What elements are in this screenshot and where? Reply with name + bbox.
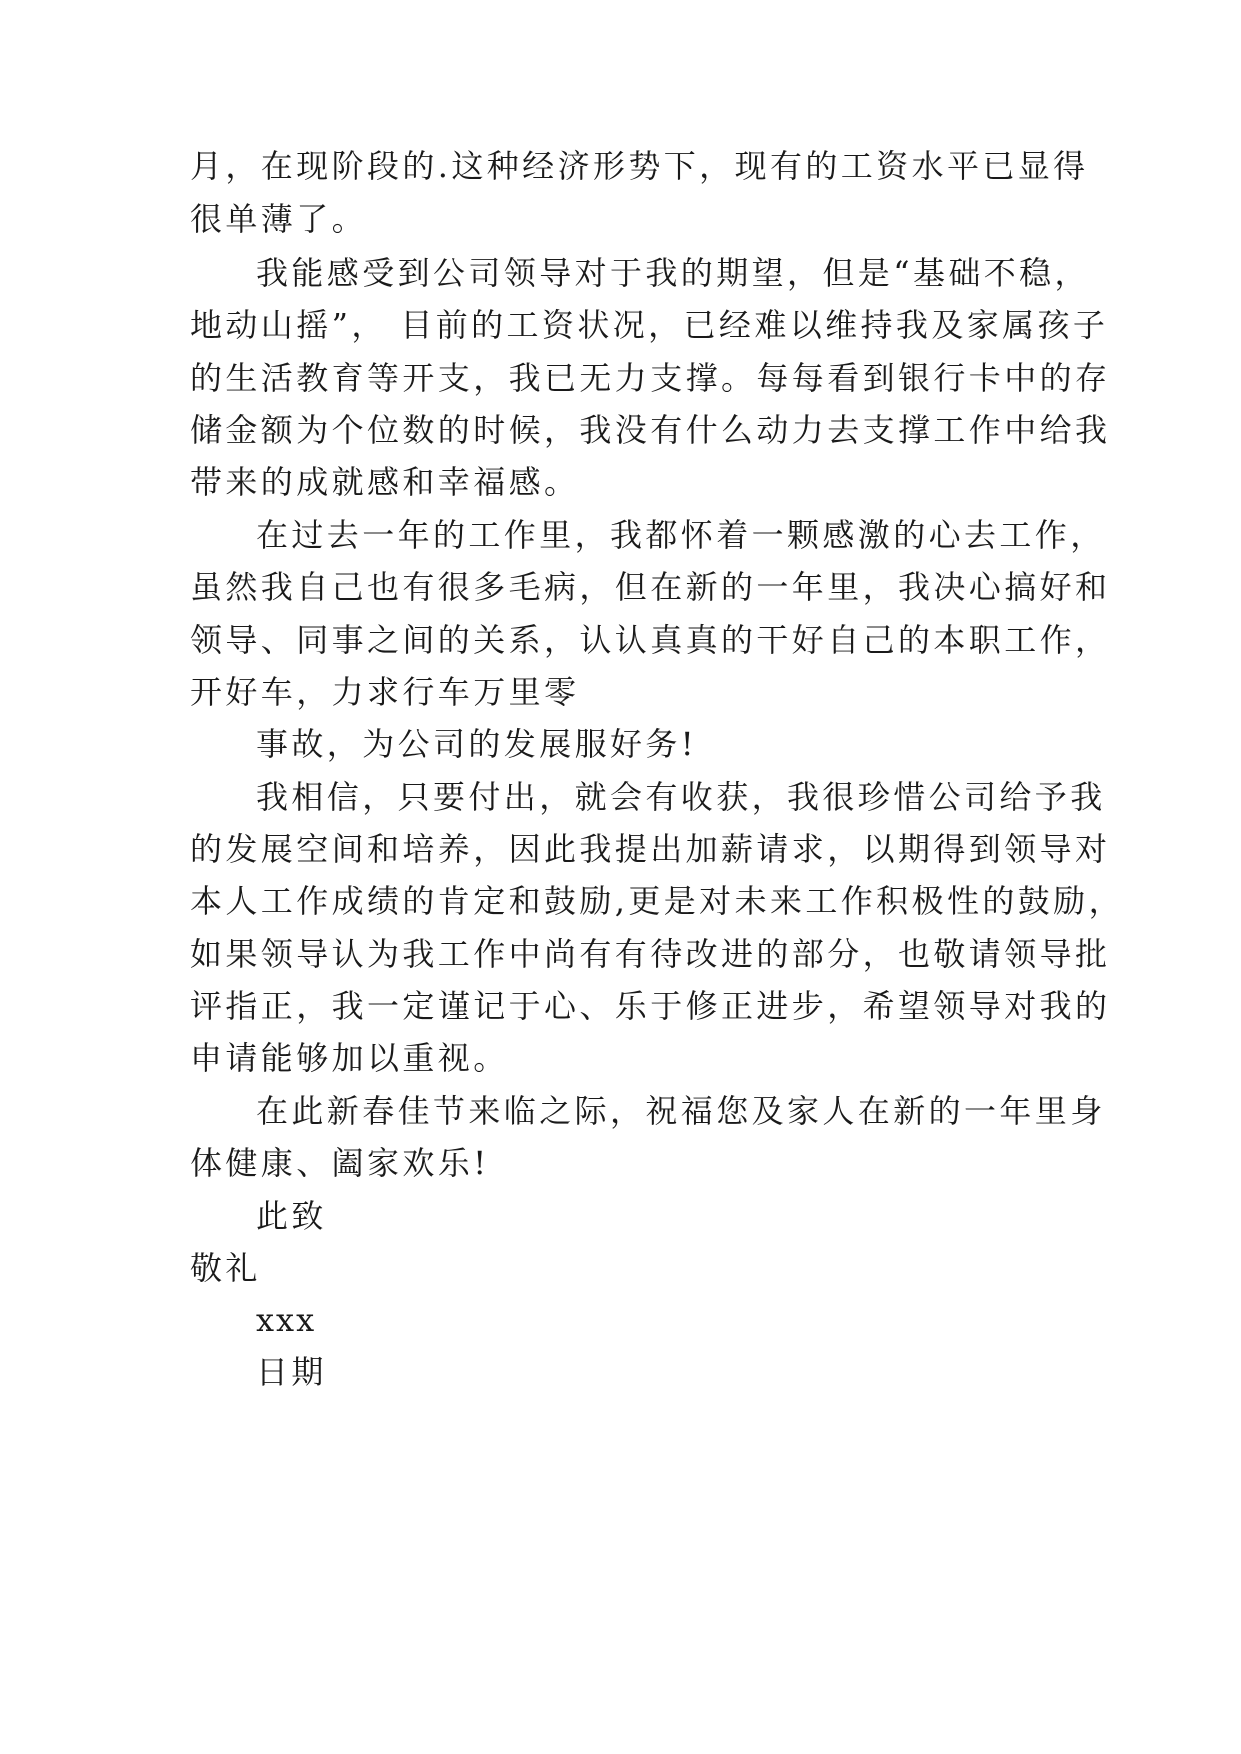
text-line: 我相信，只要付出，就会有收获，我很珍惜公司给予我 xyxy=(256,778,1106,816)
text-line: 的发展空间和培养，因此我提出加薪请求，以期得到领导对 xyxy=(190,830,1111,868)
text-line: 体健康、阖家欢乐! xyxy=(190,1144,490,1182)
closing-regards: 敬礼 xyxy=(190,1249,261,1287)
text-line: 领导、同事之间的关系，认认真真的干好自己的本职工作， xyxy=(190,621,1111,659)
text-line: 事故，为公司的发展服好务! xyxy=(256,725,698,763)
text-line: 很单薄了。 xyxy=(190,200,368,238)
text-line: 在此新春佳节来临之际，祝福您及家人在新的一年里身 xyxy=(256,1092,1106,1130)
text-line: 虽然我自己也有很多毛病，但在新的一年里，我决心搞好和 xyxy=(190,568,1111,606)
signature-name: xxx xyxy=(256,1301,317,1339)
text-line: 的生活教育等开支，我已无力支撑。每每看到银行卡中的存 xyxy=(190,359,1111,397)
text-line: 评指正，我一定谨记于心、乐于修正进步，希望领导对我的 xyxy=(190,987,1111,1025)
text-line: 本人工作成绩的肯定和鼓励,更是对未来工作积极性的鼓励， xyxy=(190,882,1124,920)
closing-salutation: 此致 xyxy=(256,1197,327,1235)
text-line: 月，在现阶段的.这种经济形势下，现有的工资水平已显得 xyxy=(190,147,1089,185)
text-line: 我能感受到公司领导对于我的期望，但是“基础不稳， xyxy=(256,254,1090,292)
signature-date: 日期 xyxy=(256,1353,327,1391)
text-line: 开好车，力求行车万里零 xyxy=(190,673,580,711)
text-line: 储金额为个位数的时候，我没有什么动力去支撑工作中给我 xyxy=(190,411,1111,449)
text-line: 在过去一年的工作里，我都怀着一颗感激的心去工作， xyxy=(256,516,1106,554)
text-line: 申请能够加以重视。 xyxy=(190,1039,509,1077)
text-line: 如果领导认为我工作中尚有有待改进的部分，也敬请领导批 xyxy=(190,935,1111,973)
text-line: 带来的成就感和幸福感。 xyxy=(190,463,580,501)
text-line: 地动山摇”， 目前的工资状况，已经难以维持我及家属孩子 xyxy=(190,306,1109,344)
